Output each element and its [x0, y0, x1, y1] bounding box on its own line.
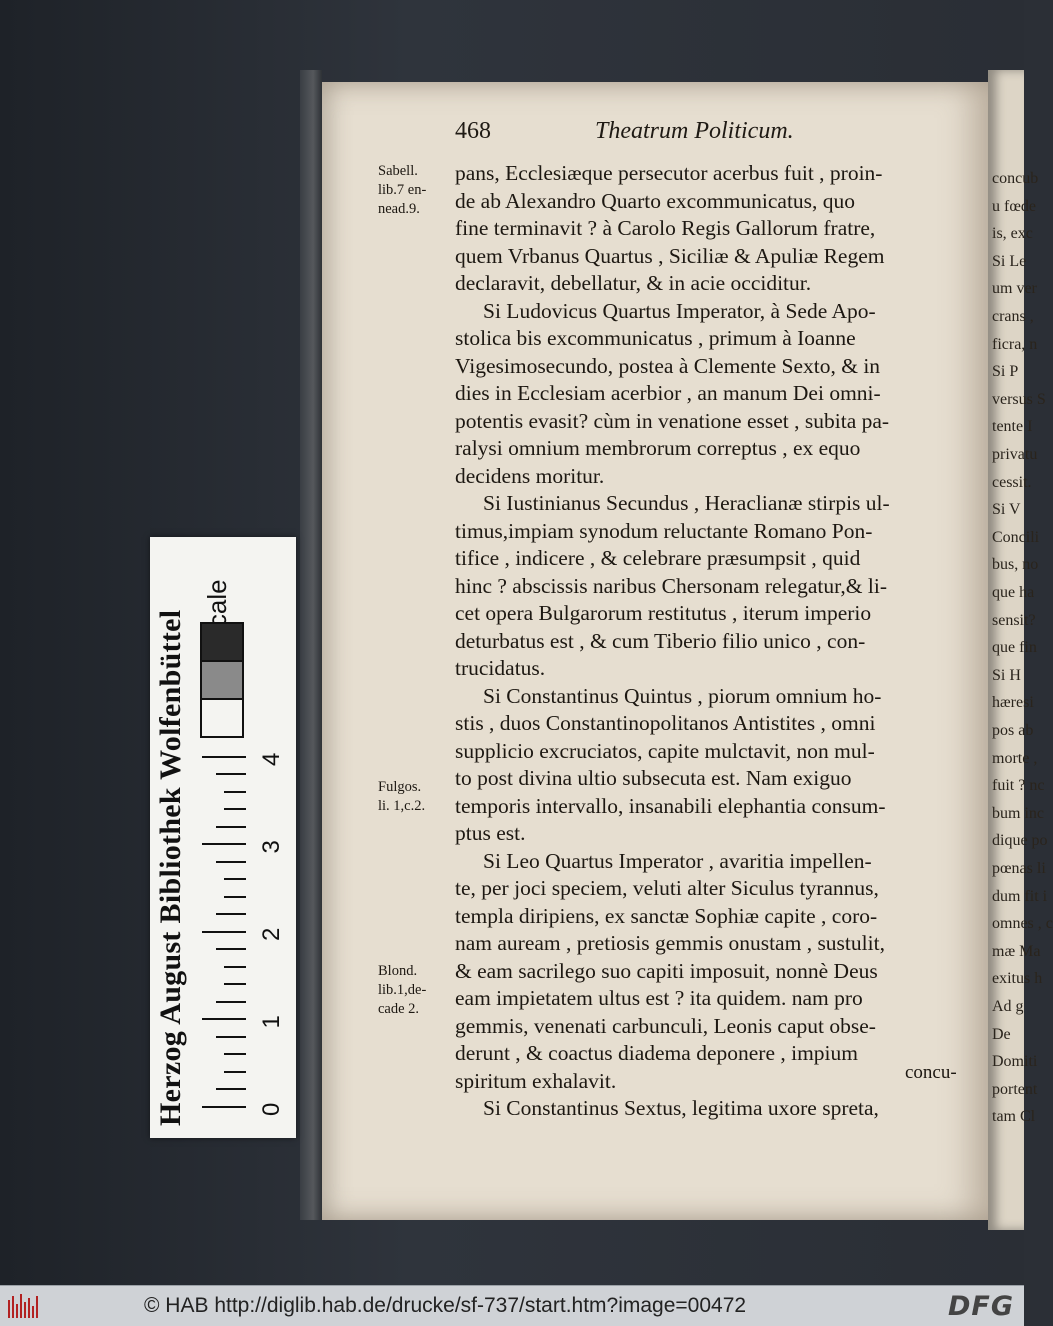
facing-page-fragment: tente I	[992, 418, 1033, 436]
facing-page-fragment: crans ,	[992, 308, 1034, 325]
facing-page-fragment: bum inc	[992, 804, 1044, 822]
text-line: deturbatus est , & cum Tiberio filio unico , con-	[455, 628, 866, 653]
facing-page-fragment: omnes , c	[992, 915, 1053, 933]
text-line: decidens moritur.	[455, 463, 605, 488]
margin-note-line: lib.7 en-	[378, 182, 427, 198]
ruler-number: 1	[258, 1015, 285, 1029]
facing-page-fragment: dique po	[992, 832, 1048, 850]
ruler-tick	[202, 756, 246, 758]
gray-swatch	[200, 660, 244, 700]
text-line: templa diripiens, ex sanctæ Sophiæ capite , coro-	[455, 903, 878, 928]
facing-page-fragment: is, exc	[992, 225, 1033, 243]
margin-note	[378, 162, 426, 219]
text-line: trucidatus.	[455, 656, 546, 680]
running-title: Theatrum Politicum.	[595, 118, 794, 144]
text-line: eam impietatem ultus est ? ita quidem. nam pro	[455, 986, 863, 1010]
text-line: te, per joci speciem, veluti alter Siculus tyrannus,	[455, 876, 879, 900]
facing-page-fragment: tam Cl	[992, 1108, 1036, 1126]
gray-swatch	[200, 698, 244, 738]
text-line: quem Vrbanus Quartus , Siciliæ & Apuliæ Regem	[455, 243, 885, 268]
facing-page-fragment: cessit.	[992, 473, 1032, 491]
facing-page-fragment: morte ,	[992, 749, 1038, 767]
text-line: dies in Ecclesiam acerbior , an manum Dei omni-	[455, 381, 881, 405]
ruler-tick	[216, 949, 246, 951]
page-number: 468	[455, 118, 491, 144]
text-line: supplicio excruciatos, capite mulctavit, non mul-	[455, 738, 875, 763]
text-line: declaravit, debellatur, & in acie occiditur.	[455, 271, 812, 295]
text-line: Si Constantinus Quintus , piorum omnium ho-	[483, 683, 882, 708]
text-line: ptus est.	[455, 821, 526, 845]
text-line: Si Leo Quartus Imperator , avaritia impellen-	[483, 848, 872, 873]
text-line: de ab Alexandro Quarto excommunicatus, quo	[455, 188, 856, 213]
facing-page-fragment: sensit?	[992, 611, 1036, 629]
text-line: temporis intervallo, insanabili elephantia consum-	[455, 793, 886, 818]
ruler-tick	[224, 791, 246, 793]
ruler-tick	[216, 914, 246, 916]
facing-page-fragment: bus, no	[992, 556, 1039, 574]
facing-page-fragment: fuit ? nc	[992, 777, 1045, 795]
main-text	[455, 160, 955, 1123]
margin-note-line: nead.9.	[378, 201, 420, 217]
ruler-tick	[224, 984, 246, 986]
book-cover-edge	[300, 70, 322, 1220]
text-line: nam auream , pretiosis gemmis onustam , sustulit,	[455, 931, 885, 955]
facing-page-fragment: que ha	[992, 584, 1035, 601]
text-line: Si Constantinus Sextus, legitima uxore spreta,	[483, 1096, 879, 1120]
ruler-tick	[202, 844, 246, 846]
ruler-tick	[224, 879, 246, 881]
ruler-tick	[216, 826, 246, 828]
text-line: fine terminavit ? à Carolo Regis Gallorum fratre,	[455, 216, 876, 240]
facing-page-fragment: portent	[992, 1080, 1038, 1098]
viewer-footer	[0, 1285, 1024, 1326]
facing-page-fragment: u fœde	[992, 197, 1036, 215]
text-line: stolica bis excommunicatus , primum à Ioanne	[455, 326, 856, 350]
facing-page-fragment: um ver	[992, 280, 1037, 298]
text-line: tifice , indicere , & celebrare præsumpsit , quid	[455, 546, 861, 570]
dfg-logo: DFG	[947, 1291, 1014, 1322]
facing-page-fragment: Si Le	[992, 252, 1027, 270]
facing-page-fragment: Si V	[992, 501, 1021, 519]
facing-page-fragment: Concili	[992, 528, 1040, 546]
ruler-number: 4	[258, 752, 285, 766]
facing-page-fragment: De	[992, 1025, 1011, 1043]
text-line: pans, Ecclesiæque persecutor acerbus fuit , proin-	[455, 161, 883, 185]
facing-page-fragment: ficra, n	[992, 335, 1038, 353]
ruler-number: 2	[258, 927, 285, 941]
margin-note-line: cade 2.	[378, 1001, 420, 1017]
ruler-number: 0	[258, 1102, 285, 1116]
facing-page-fragment: hæresi	[992, 694, 1034, 712]
facing-page-fragment: Ad g	[992, 998, 1024, 1015]
margin-note-line: Fulgos.	[378, 779, 422, 795]
text-line: potentis evasit? cùm in venatione esset , subita pa-	[455, 408, 890, 433]
ruler-tick	[224, 966, 246, 968]
ruler-tick	[216, 861, 246, 863]
footer-copyright-link[interactable]: © HAB http://diglib.hab.de/drucke/sf-737/start.htm?image=00472	[144, 1294, 747, 1317]
ruler-number: 3	[258, 840, 285, 854]
facing-page-fragment: Domiti	[992, 1053, 1038, 1071]
ruler-tick	[224, 1054, 246, 1056]
margin-note-line: lib.1,de-	[378, 982, 427, 998]
ruler-tick	[202, 1106, 246, 1108]
text-line: & eam sacrilego suo capiti imposuit, nonnè Deus	[455, 958, 878, 983]
text-line: spiritum exhalavit.	[455, 1068, 617, 1093]
ruler-tick	[202, 931, 246, 933]
text-line: cet opera Bulgarorum restitutus , iterum imperio	[455, 601, 872, 625]
ruler-tick	[216, 1089, 246, 1091]
ruler-tick	[202, 1019, 246, 1021]
ruler-ticks	[202, 748, 246, 1108]
ruler-tick	[216, 1036, 246, 1038]
facing-page-fragment: pœnas li	[992, 860, 1046, 877]
margin-note	[378, 962, 426, 1019]
text-line: derunt , & coactus diadema deponere , impium	[455, 1041, 858, 1065]
text-line: Si Ludovicus Quartus Imperator, à Sede Apo-	[483, 298, 876, 323]
margin-note	[378, 778, 425, 816]
text-line: stis , duos Constantinopolitanos Antistites , omni	[455, 711, 876, 735]
facing-page-fragment: pos ab	[992, 722, 1034, 739]
facing-page-fragment: Si P	[992, 363, 1019, 381]
facing-page-fragment: que fin	[992, 639, 1037, 657]
facing-page-fragment: mæ Ma	[992, 942, 1041, 960]
facing-page-edge	[988, 70, 1053, 1230]
ruler-tick	[216, 1001, 246, 1003]
text-line: hinc ? abscissis naribus Chersonam relegatur,& li-	[455, 573, 888, 598]
ruler-tick	[224, 1071, 246, 1073]
catchword: concu-	[905, 1062, 957, 1083]
margin-note-line: li. 1,c.2.	[378, 798, 426, 814]
facing-page-fragment: exitus h	[992, 970, 1043, 988]
text-line: gemmis, venenati carbunculi, Leonis caput obse-	[455, 1013, 876, 1038]
facing-page-fragment: privatu	[992, 446, 1038, 463]
ruler-library-name: Herzog August Bibliothek Wolfenbüttel	[154, 609, 187, 1126]
ruler-tick	[224, 896, 246, 898]
ruler-numbers	[250, 537, 290, 1138]
facing-page-fragment: dum fit i	[992, 887, 1048, 905]
hab-logo-icon	[8, 1294, 44, 1318]
text-line: ralysi omnium membrorum correptus , ex equo	[455, 436, 861, 460]
ruler-tick	[216, 774, 246, 776]
gray-scale-ruler	[150, 537, 296, 1138]
facing-page-fragment: versus S	[992, 390, 1046, 408]
gray-swatch	[200, 622, 244, 662]
text-line: to post divina ultio subsecuta est. Nam exiguo	[455, 766, 852, 790]
ruler-tick	[224, 809, 246, 811]
text-line: Si Iustinianus Secundus , Heraclianæ stirpis ul-	[483, 491, 890, 515]
margin-note-line: Sabell.	[378, 163, 418, 179]
text-line: timus,impiam synodum reluctante Romano Pon-	[455, 518, 873, 543]
margin-note-line: Blond.	[378, 963, 418, 979]
facing-page-fragment: concub	[992, 170, 1039, 187]
facing-page-fragment: Si H	[992, 666, 1021, 684]
text-line: Vigesimosecundo, postea à Clemente Sexto, & in	[455, 353, 881, 378]
